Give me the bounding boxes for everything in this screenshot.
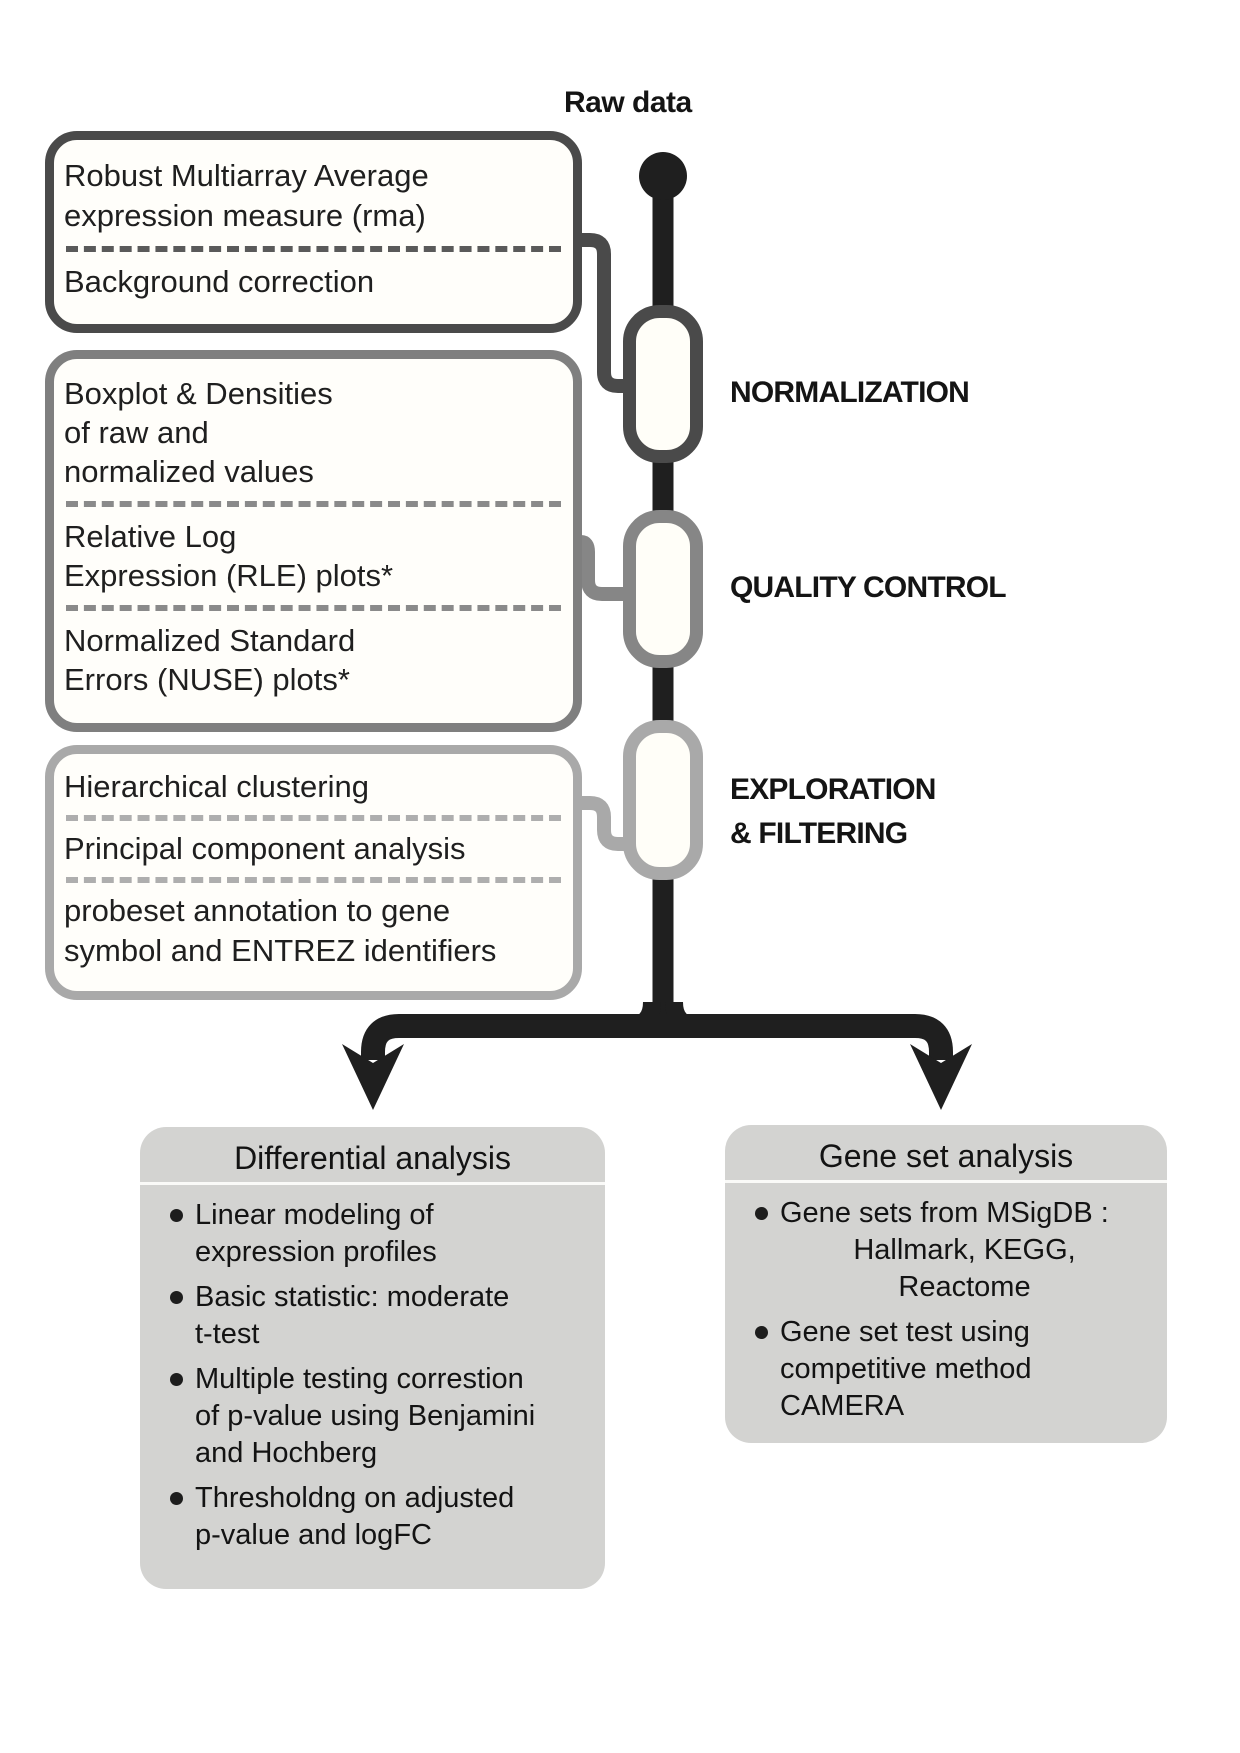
method-row xyxy=(64,262,563,302)
text-line: competitive method xyxy=(780,1353,1032,1385)
method-row xyxy=(64,891,563,971)
bullet-lines xyxy=(780,1195,1149,1306)
text-line: probeset annotation to gene xyxy=(64,893,451,928)
stage-label-normalization xyxy=(730,376,969,410)
bullet-list xyxy=(725,1195,1167,1425)
method-box-exploration xyxy=(45,745,582,1000)
dashed-divider xyxy=(66,246,561,252)
text-line: t-test xyxy=(195,1318,260,1350)
text-line: expression profiles xyxy=(195,1236,437,1268)
connector-quality-control xyxy=(581,542,628,594)
card-differential-analysis xyxy=(140,1127,605,1589)
text-line: Hallmark, KEGG, xyxy=(853,1234,1076,1266)
text-line: Linear modeling of xyxy=(195,1199,434,1231)
text-line: Thresholdng on adjusted xyxy=(195,1482,515,1514)
text-line: Hierarchical clustering xyxy=(64,769,369,804)
method-box-quality-control xyxy=(45,350,582,732)
text-line: NORMALIZATION xyxy=(730,376,970,409)
branch-bar xyxy=(373,1026,941,1060)
text-line: Basic statistic: moderate xyxy=(195,1281,510,1313)
bullet-lines xyxy=(195,1279,587,1353)
node-exploration xyxy=(630,727,697,874)
connector-normalization xyxy=(581,240,628,386)
bullet-dot-icon xyxy=(170,1373,183,1386)
text-line: Boxplot & Densities xyxy=(64,376,333,411)
method-row xyxy=(64,621,563,699)
bullet-lines xyxy=(780,1314,1149,1425)
text-line: EXPLORATION xyxy=(730,773,936,806)
text-line: Normalized Standard xyxy=(64,623,356,658)
text-line: of raw and xyxy=(64,415,209,450)
card-title: Gene set analysis xyxy=(725,1125,1167,1183)
bullet-lines xyxy=(195,1197,587,1271)
stage-label-quality-control xyxy=(730,571,1006,605)
text-line: and Hochberg xyxy=(195,1437,378,1469)
bullet-item xyxy=(170,1361,587,1472)
text-line: expression measure (rma) xyxy=(64,198,426,233)
bullet-dot-icon xyxy=(170,1492,183,1505)
text-line: CAMERA xyxy=(780,1390,905,1422)
dashed-divider xyxy=(66,605,561,611)
method-row xyxy=(64,517,563,595)
bullet-item xyxy=(170,1197,587,1271)
text-line: Errors (NUSE) plots* xyxy=(64,662,350,697)
dashed-divider xyxy=(66,877,561,883)
dashed-divider xyxy=(66,815,561,821)
connector-exploration xyxy=(581,803,628,844)
text-line: Gene set test using xyxy=(780,1316,1030,1348)
bullet-item xyxy=(170,1279,587,1353)
method-row xyxy=(64,767,563,807)
text-line: Robust Multiarray Average xyxy=(64,158,429,193)
raw-data-label: Raw data xyxy=(564,86,692,119)
bullet-item xyxy=(755,1314,1149,1425)
method-row xyxy=(64,156,563,236)
method-row xyxy=(64,829,563,869)
bullet-dot-icon xyxy=(755,1326,768,1339)
bullet-item xyxy=(755,1195,1149,1306)
bullet-lines xyxy=(195,1361,587,1472)
bullet-dot-icon xyxy=(755,1207,768,1220)
bullet-list xyxy=(140,1197,605,1554)
text-line: Multiple testing correstion xyxy=(195,1363,524,1395)
text-line: & FILTERING xyxy=(730,817,908,850)
text-line: Relative Log xyxy=(64,519,237,554)
text-line: Principal component analysis xyxy=(64,831,466,866)
method-row xyxy=(64,374,563,491)
bullet-dot-icon xyxy=(170,1291,183,1304)
bullet-item xyxy=(170,1480,587,1554)
text-line: QUALITY CONTROL xyxy=(730,571,1006,604)
text-line: symbol and ENTREZ identifiers xyxy=(64,933,497,968)
text-line: p-value and logFC xyxy=(195,1519,432,1551)
node-normalization xyxy=(630,312,697,457)
stage-label-exploration xyxy=(730,768,936,856)
bullet-lines xyxy=(195,1480,587,1554)
text-line: Expression (RLE) plots* xyxy=(64,558,394,593)
dashed-divider xyxy=(66,501,561,507)
node-quality-control xyxy=(630,517,697,662)
bullet-dot-icon xyxy=(170,1209,183,1222)
method-box-normalization xyxy=(45,131,582,333)
text-line: Gene sets from MSigDB : xyxy=(780,1197,1109,1229)
text-line: Reactome xyxy=(898,1271,1031,1303)
card-title: Differential analysis xyxy=(140,1127,605,1185)
text-line: normalized values xyxy=(64,454,314,489)
text-line: of p-value using Benjamini xyxy=(195,1400,536,1432)
raw-data-dot xyxy=(639,152,687,200)
text-line: Background correction xyxy=(64,264,375,299)
card-gene-set-analysis xyxy=(725,1125,1167,1443)
